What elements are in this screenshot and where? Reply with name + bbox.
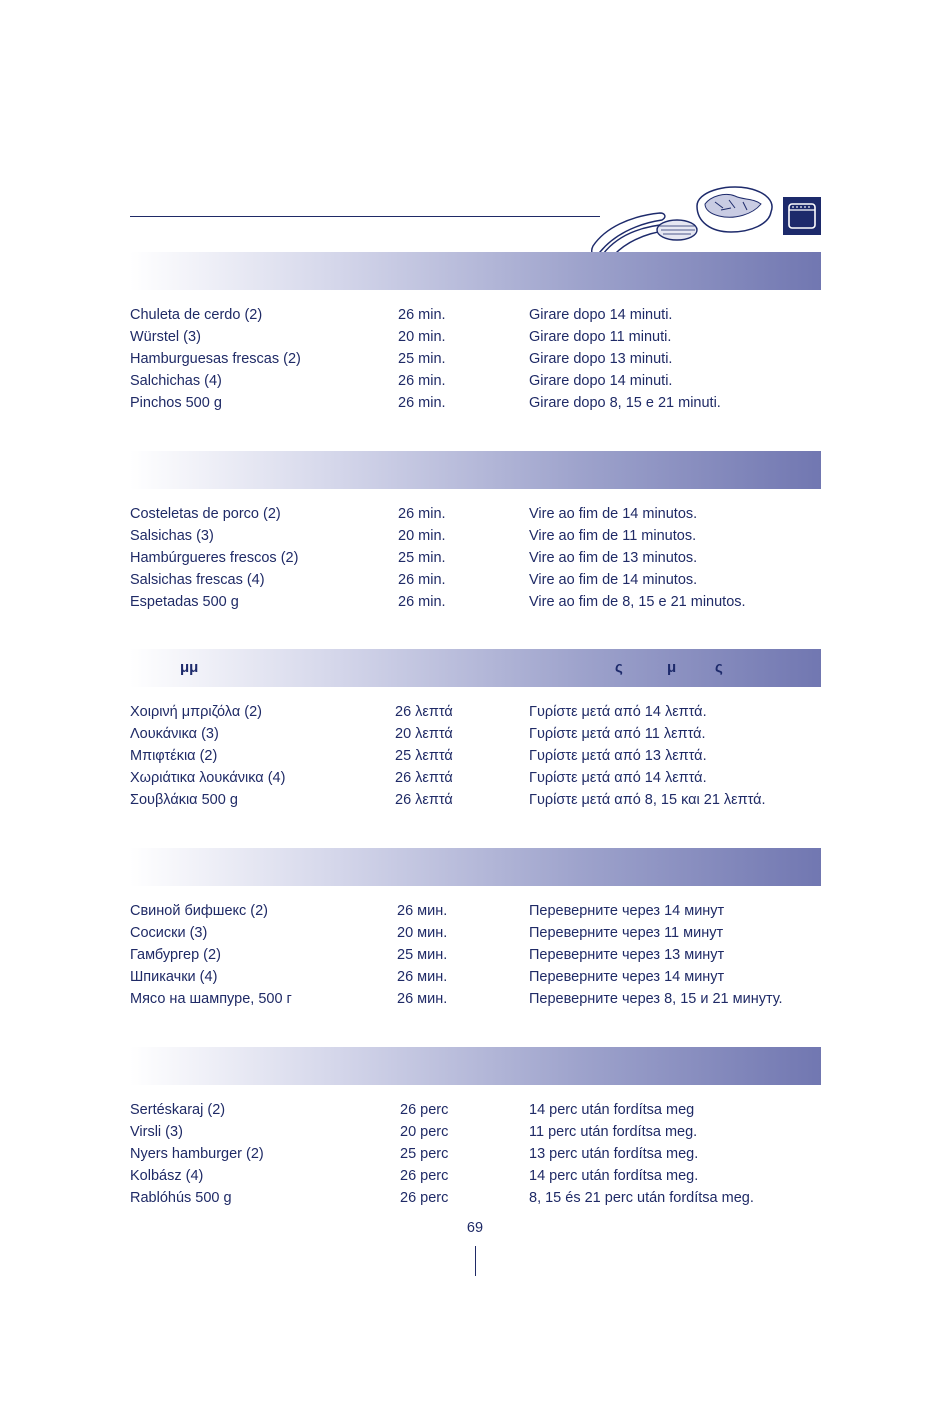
table-row <box>130 988 821 1010</box>
cooking-time: 26 perc <box>400 1190 449 1206</box>
cooking-time: 25 λεπτά <box>395 748 453 764</box>
cooking-time: 26 perc <box>400 1168 449 1184</box>
cooking-time: 20 мин. <box>397 925 448 941</box>
food-item: Шпикачки (4) <box>130 969 218 985</box>
cooking-time: 26 min. <box>398 373 446 389</box>
header-fragment: μμ <box>180 659 199 676</box>
food-item: Virsli (3) <box>130 1124 183 1140</box>
table-row <box>130 1143 821 1165</box>
oven-icon <box>783 197 821 235</box>
table-row <box>130 966 821 988</box>
cooking-time: 25 min. <box>398 351 446 367</box>
turn-instruction: Girare dopo 13 minuti. <box>529 351 673 367</box>
cooking-time: 26 λεπτά <box>395 704 453 720</box>
table-row <box>130 789 821 811</box>
cooking-time: 26 min. <box>398 395 446 411</box>
food-item: Pinchos 500 g <box>130 395 222 411</box>
food-item: Χοιρινή μπριζόλα (2) <box>130 704 262 720</box>
food-item: Chuleta de cerdo (2) <box>130 307 263 323</box>
page-number: 69 <box>466 1220 484 1236</box>
turn-instruction: 14 perc után fordítsa meg. <box>529 1168 699 1184</box>
food-item: Свиной бифшекс (2) <box>130 903 269 919</box>
table-row <box>130 370 821 392</box>
table-row <box>130 767 821 789</box>
turn-instruction: Girare dopo 14 minuti. <box>529 373 673 389</box>
table-row <box>130 944 821 966</box>
food-item: Espetadas 500 g <box>130 594 239 610</box>
turn-instruction: Γυρίστε μετά από 14 λεπτά. <box>529 770 707 786</box>
cooking-time: 20 λεπτά <box>395 726 453 742</box>
turn-instruction: Переверните через 8, 15 и 21 минуту. <box>529 991 783 1007</box>
cooking-time: 26 λεπτά <box>395 770 453 786</box>
food-item: Sertéskaraj (2) <box>130 1102 226 1118</box>
table-row <box>130 723 821 745</box>
food-item: Гамбургер (2) <box>130 947 221 963</box>
table-row <box>130 900 821 922</box>
cooking-time: 25 мин. <box>397 947 448 963</box>
cooking-time: 26 λεπτά <box>395 792 453 808</box>
turn-instruction: 13 perc után fordítsa meg. <box>529 1146 699 1162</box>
food-item: Rablóhús 500 g <box>130 1190 232 1206</box>
food-item: Χωριάτικα λουκάνικα (4) <box>130 770 286 786</box>
table-row <box>130 503 821 525</box>
turn-instruction: Vire ao fim de 11 minutos. <box>529 528 697 544</box>
turn-instruction: Vire ao fim de 8, 15 e 21 minutos. <box>529 594 746 610</box>
turn-instruction: Girare dopo 11 minuti. <box>529 329 672 345</box>
table-row <box>130 701 821 723</box>
food-item: Μπιφτέκια (2) <box>130 748 218 764</box>
section-header-band <box>130 848 821 886</box>
section-portuguese <box>130 451 821 613</box>
turn-instruction: Girare dopo 14 minuti. <box>529 307 673 323</box>
section-russian <box>130 848 821 1010</box>
header-fragment: μ <box>667 659 677 676</box>
turn-instruction: Γυρίστε μετά από 11 λεπτά. <box>529 726 706 742</box>
cooking-table <box>130 1099 821 1209</box>
table-row <box>130 326 821 348</box>
cooking-table <box>130 304 821 414</box>
food-item: Würstel (3) <box>130 329 201 345</box>
turn-instruction: Γυρίστε μετά από 8, 15 και 21 λεπτά. <box>529 792 766 808</box>
page-number-rule <box>475 1246 476 1276</box>
grilled-meat-sausage-illustration <box>585 180 785 262</box>
cooking-time: 20 min. <box>398 528 446 544</box>
cooking-time: 26 мин. <box>397 903 448 919</box>
cooking-time: 26 min. <box>398 307 446 323</box>
cooking-time: 25 min. <box>398 550 446 566</box>
turn-instruction: Vire ao fim de 14 minutos. <box>529 506 698 522</box>
turn-instruction: Girare dopo 8, 15 e 21 minuti. <box>529 395 721 411</box>
header-fragment: ς <box>615 659 623 676</box>
cooking-table <box>130 701 821 811</box>
food-item: Salsichas (3) <box>130 528 214 544</box>
cooking-time: 26 min. <box>398 572 446 588</box>
turn-instruction: Γυρίστε μετά από 13 λεπτά. <box>529 748 707 764</box>
cooking-time: 26 мин. <box>397 991 448 1007</box>
turn-instruction: Vire ao fim de 14 minutos. <box>529 572 698 588</box>
table-row <box>130 922 821 944</box>
section-header-band <box>130 649 821 687</box>
food-item: Hambúrgueres frescos (2) <box>130 550 299 566</box>
table-row <box>130 1099 821 1121</box>
turn-instruction: Переверните через 14 минут <box>529 969 725 985</box>
table-row <box>130 569 821 591</box>
turn-instruction: 8, 15 és 21 perc után fordítsa meg. <box>529 1190 754 1206</box>
table-row <box>130 1121 821 1143</box>
cooking-table <box>130 900 821 1010</box>
table-row <box>130 1165 821 1187</box>
food-item: Salsichas frescas (4) <box>130 572 265 588</box>
section-greek <box>130 649 821 811</box>
section-header-band <box>130 451 821 489</box>
section-italian <box>130 252 821 414</box>
turn-instruction: 11 perc után fordítsa meg. <box>529 1124 698 1140</box>
top-rule <box>130 216 600 217</box>
table-row <box>130 745 821 767</box>
section-hungarian <box>130 1047 821 1209</box>
turn-instruction: 14 perc után fordítsa meg <box>529 1102 695 1118</box>
food-item: Costeletas de porco (2) <box>130 506 281 522</box>
cooking-time: 26 мин. <box>397 969 448 985</box>
header-fragment: ς <box>715 659 723 676</box>
cooking-time: 20 perc <box>400 1124 449 1140</box>
table-row <box>130 348 821 370</box>
food-item: Nyers hamburger (2) <box>130 1146 264 1162</box>
food-item: Мясо на шампуре, 500 г <box>130 991 292 1007</box>
cooking-time: 26 perc <box>400 1102 449 1118</box>
food-item: Kolbász (4) <box>130 1168 204 1184</box>
food-item: Salchichas (4) <box>130 373 222 389</box>
cooking-time: 26 min. <box>398 594 446 610</box>
table-row <box>130 392 821 414</box>
table-row <box>130 547 821 569</box>
turn-instruction: Переверните через 11 минут <box>529 925 724 941</box>
food-item: Λουκάνικα (3) <box>130 726 219 742</box>
turn-instruction: Γυρίστε μετά από 14 λεπτά. <box>529 704 707 720</box>
cooking-table <box>130 503 821 613</box>
section-header-band <box>130 1047 821 1085</box>
food-item: Hamburguesas frescas (2) <box>130 351 301 367</box>
turn-instruction: Переверните через 13 минут <box>529 947 725 963</box>
table-row <box>130 525 821 547</box>
turn-instruction: Vire ao fim de 13 minutos. <box>529 550 698 566</box>
cooking-time: 25 perc <box>400 1146 449 1162</box>
cooking-time: 26 min. <box>398 506 446 522</box>
table-row <box>130 1187 821 1209</box>
food-item: Σουβλάκια 500 g <box>130 792 238 808</box>
food-item: Сосиски (3) <box>130 925 208 941</box>
table-row <box>130 304 821 326</box>
section-header-band <box>130 252 821 290</box>
cooking-time: 20 min. <box>398 329 446 345</box>
turn-instruction: Переверните через 14 минут <box>529 903 725 919</box>
table-row <box>130 591 821 613</box>
